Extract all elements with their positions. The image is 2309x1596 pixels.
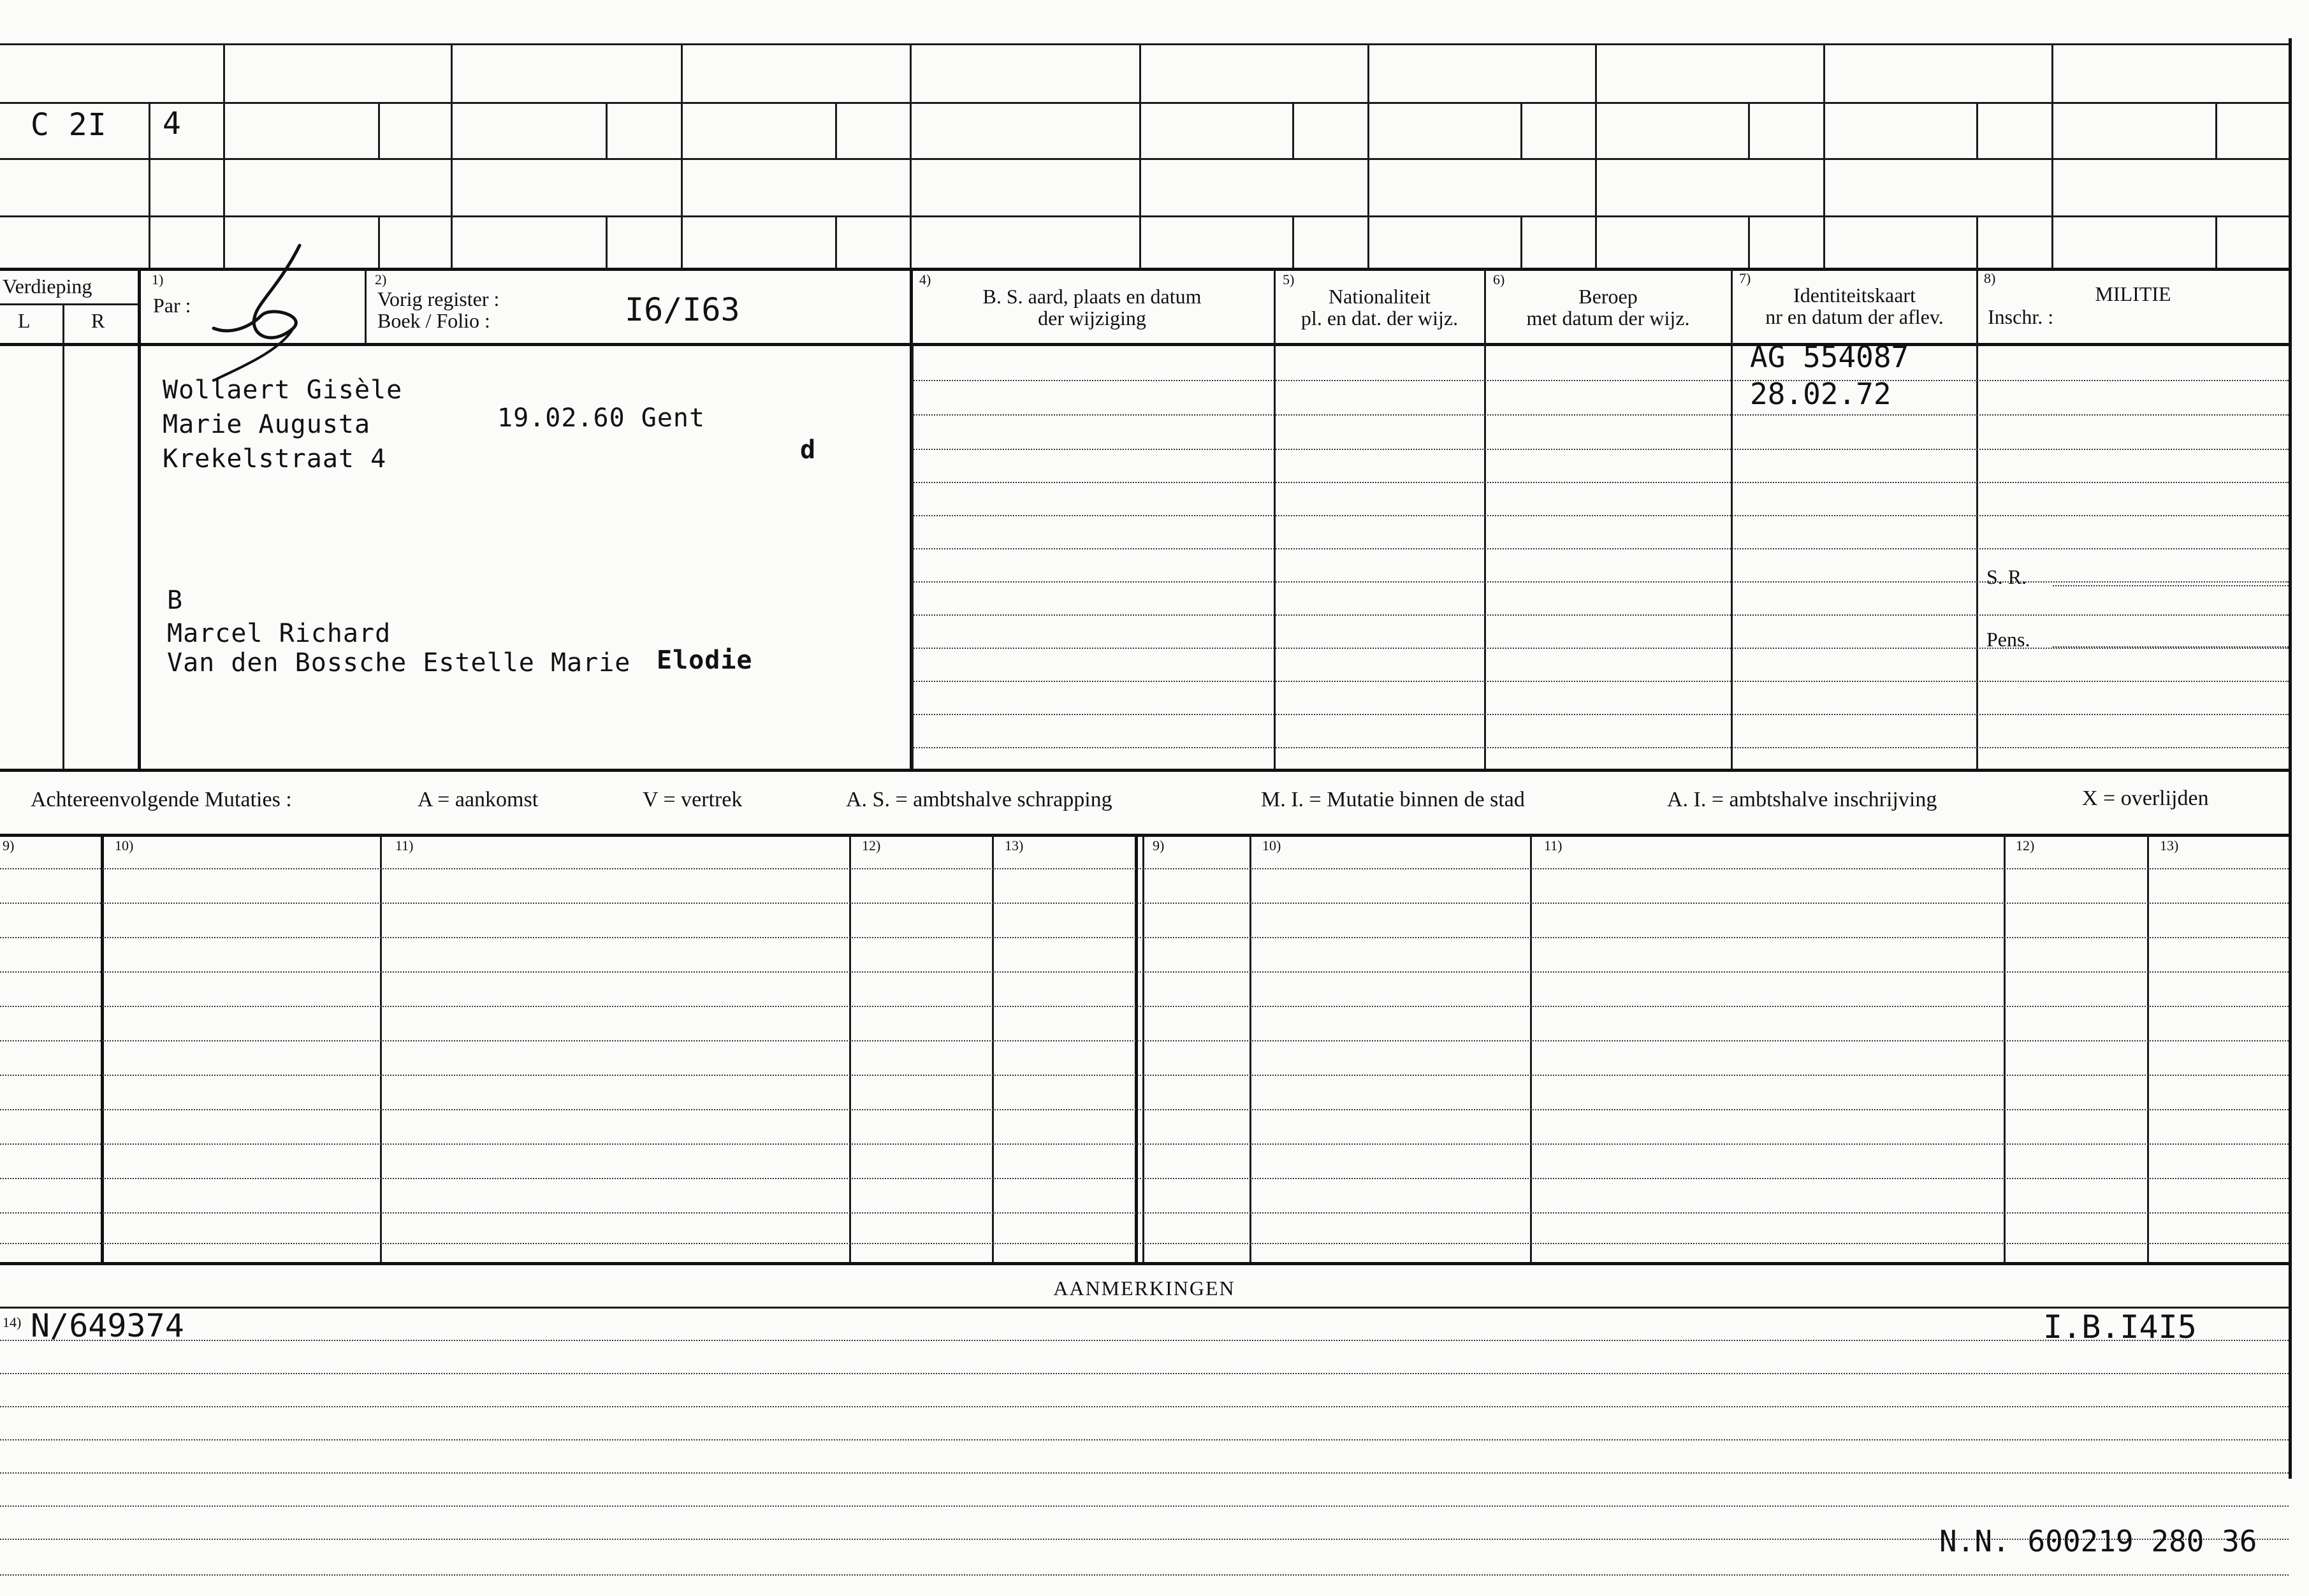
mark-d: d bbox=[800, 435, 817, 465]
mut-col-9-a: 9) bbox=[3, 838, 15, 853]
mut-col-12-a: 12) bbox=[862, 838, 881, 853]
remarks-ib: I.B.I4I5 bbox=[2043, 1309, 2197, 1346]
col5-line1: Nationaliteit bbox=[1329, 285, 1431, 308]
col7-line2: nr en datum der aflev. bbox=[1765, 305, 1944, 328]
handwritten-par-mark bbox=[210, 239, 312, 392]
id-card-date: 28.02.72 bbox=[1750, 377, 1891, 411]
militie-label: MILITIE bbox=[2095, 282, 2171, 305]
remarks-number: 14) bbox=[3, 1314, 22, 1330]
person-name-line1: Wollaert Gisèle bbox=[163, 375, 403, 405]
mark-b: B bbox=[167, 586, 184, 615]
mutatie-ai: A. I. = ambtshalve inschrijving bbox=[1667, 788, 1937, 811]
mut-col-10-b: 10) bbox=[1262, 838, 1281, 853]
col6-line2: met datum der wijz. bbox=[1526, 307, 1690, 330]
mut-col-9-b: 9) bbox=[1153, 838, 1165, 853]
id-card-number: AG 554087 bbox=[1750, 340, 1909, 374]
col8-number: 8) bbox=[1984, 270, 1996, 286]
top-grid-number: 4 bbox=[163, 106, 182, 141]
boek-folio-label: Boek / Folio : bbox=[377, 309, 490, 332]
vorig-number: 2) bbox=[375, 272, 387, 287]
floor-left-label: L bbox=[18, 309, 31, 332]
col5-line2: pl. en dat. der wijz. bbox=[1300, 307, 1459, 330]
par-label: Par : bbox=[153, 294, 191, 317]
mutatie-v: V = vertrek bbox=[643, 788, 743, 811]
spouse-name: Marcel Richard bbox=[167, 619, 391, 648]
verdieping-label: Verdieping bbox=[3, 275, 92, 298]
col4-number: 4) bbox=[919, 272, 931, 287]
person-birth: 19.02.60 Gent bbox=[497, 403, 706, 433]
vorig-register-label: Vorig register : bbox=[377, 287, 500, 310]
col4-line2: der wijziging bbox=[1038, 307, 1146, 330]
person-address: Krekelstraat 4 bbox=[163, 444, 387, 474]
col4-line1: B. S. aard, plaats en datum bbox=[982, 285, 1202, 308]
mutatie-as: A. S. = ambtshalve schrapping bbox=[846, 788, 1112, 811]
pens-label: Pens. bbox=[1986, 628, 2030, 651]
top-grid-code: C 2I bbox=[31, 107, 107, 143]
mutaties-title: Achtereenvolgende Mutaties : bbox=[31, 788, 292, 811]
col5-number: 5) bbox=[1283, 272, 1295, 287]
mutatie-x: X = overlijden bbox=[2082, 787, 2209, 810]
mut-col-12-b: 12) bbox=[2016, 838, 2035, 853]
inschr-label: Inschr. : bbox=[1988, 305, 2054, 328]
parents-line: Van den Bossche Estelle Marie bbox=[167, 648, 631, 678]
col6-line1: Beroep bbox=[1578, 285, 1638, 308]
remarks-reference: N/649374 bbox=[31, 1307, 184, 1344]
par-number: 1) bbox=[152, 272, 164, 287]
boek-folio-value: I6/I63 bbox=[625, 291, 740, 328]
col7-line1: Identiteitskaart bbox=[1793, 284, 1916, 307]
parents-line-extra: Elodie bbox=[657, 646, 753, 675]
mut-col-13-b: 13) bbox=[2160, 838, 2179, 853]
remarks-title: AANMERKINGEN bbox=[1053, 1277, 1235, 1300]
col6-number: 6) bbox=[1493, 272, 1505, 287]
national-number: N.N. 600219 280 36 bbox=[1939, 1524, 2257, 1558]
mut-col-11-a: 11) bbox=[395, 838, 414, 853]
sr-label: S. R. bbox=[1986, 565, 2027, 588]
mut-col-10-a: 10) bbox=[115, 838, 134, 853]
mut-col-13-a: 13) bbox=[1005, 838, 1024, 853]
col7-number: 7) bbox=[1739, 270, 1751, 286]
mutatie-a: A = aankomst bbox=[418, 788, 539, 811]
person-name-line2: Marie Augusta bbox=[163, 410, 371, 439]
mut-col-11-b: 11) bbox=[1544, 838, 1562, 853]
mutatie-mi: M. I. = Mutatie binnen de stad bbox=[1261, 788, 1525, 811]
floor-right-label: R bbox=[91, 309, 105, 332]
